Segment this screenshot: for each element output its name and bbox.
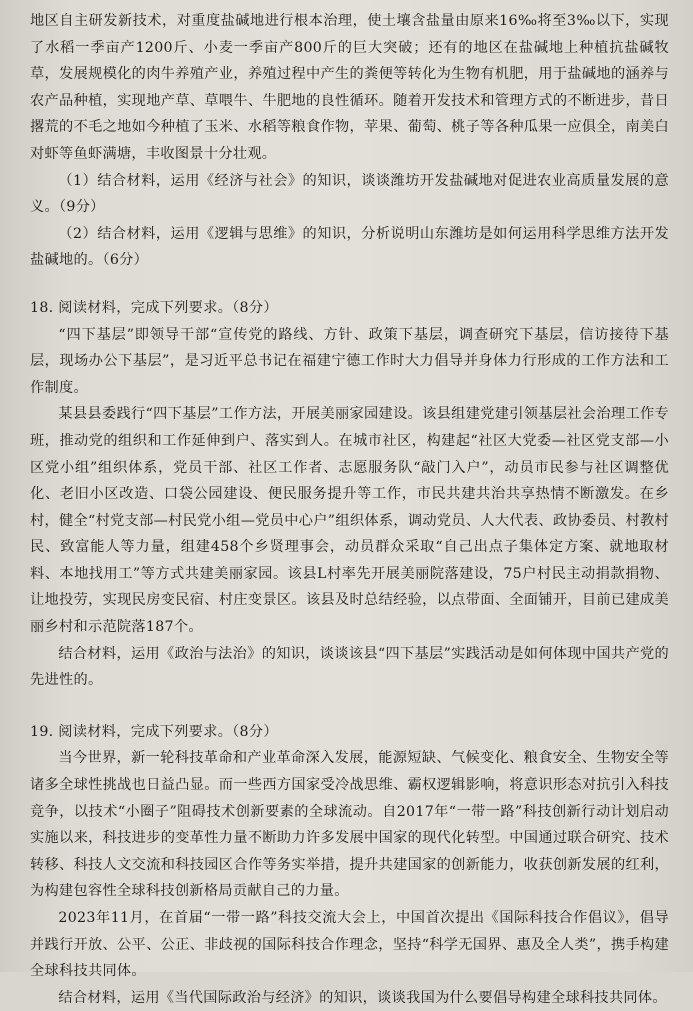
q19-heading: 19. 阅读材料，完成下列要求。（8分） (30, 723, 278, 740)
section-gap (30, 274, 669, 295)
q18-material-para-2: 某县县委践行“四下基层”工作方法，开展美丽家园建设。该县组建党建引领基层社会治理工作专班，推动党的组织和工作延伸到户、落实到人。在城市社区，构建起“社区大党委—社区党支部—小区党小组”组织体系，党员干部、社区工作者、志愿服务队“敲门入户”，动员市民参与社区调整优化、老旧小区改造、口袋公园建设、便民服务提升等工作，市民共建共治共享热情不断激发。在乡村，健全“村党支部—村民党小组—党员中心户”组织体系，调动党员、人大代表、政协委员、村教村民、致富能人等力量，组建458个乡贤理事会，动员群众采取“自己出点子集体定方案、就地取材料、本地找用工”等方式共建美丽家园。该县L村率先开展美丽院落建设，75户村民主动捐款捐物、让地投劳，实现民房变民宿、村庄变景区。该县及时总结经验，以点带面、全面铺开，目前已建成美丽乡村和示范院落187个。 (30, 406, 669, 636)
question-17-section (30, 8, 669, 274)
q19-material-para-1: 当今世界，新一轮科技革命和产业革命深入发展，能源短缺、气候变化、粮食安全、生物安全等诸多全球性挑战也日益凸显。而一些西方国家受冷战思维、霸权逻辑影响，将意识形态对抗引入科技竞争，以技术“小圈子”阻碍技术创新要素的全球流动。自2017年“一带一路”科技创新行动计划启动实施以来，科技进步的变革性力量不断助力许多发展中国家的现代化转型。中国通过联合研究、技术转移、科技人文交流和科技园区合作等务实举措，提升共建国家的创新能力，收获创新发展的红利，为构建包容性全球科技创新格局贡献自己的力量。 (30, 750, 669, 900)
q17-task-1: （1）结合材料，运用《经济与社会》的知识，谈谈潍坊开发盐碱地对促进农业高质量发展的意义。（9分） (30, 172, 669, 216)
q19-material-para-2: 2023年11月，在首届“一带一路”科技交流大会上，中国首次提出《国际科技合作倡议》，倡导并践行开放、公平、公正、非歧视的国际科技合作理念，坚持“科学无国界、惠及全人类”，携手构建全球科技共同体。 (30, 910, 669, 980)
question-19-section (30, 719, 669, 1011)
question-18-section (30, 295, 669, 694)
q18-material-para-1: “四下基层”即领导干部“宣传党的路线、方针、政策下基层，调查研究下基层，信访接待下基层，现场办公下基层”，是习近平总书记在福建宁德工作时大力倡导并身体力行形成的工作方法和工作制度。 (30, 326, 669, 396)
q18-task: 结合材料，运用《政治与法治》的知识，谈谈该县“四下基层”实践活动是如何体现中国共产党的先进性的。 (30, 645, 669, 689)
q17-task-2: （2）结合材料，运用《逻辑与思维》的知识，分析说明山东潍坊是如何运用科学思维方法开发盐碱地的。（6分） (30, 225, 669, 269)
q19-task: 结合材料，运用《当代国际政治与经济》的知识，谈谈我国为什么要倡导构建全球科技共同体。 (58, 989, 667, 1006)
q18-heading: 18. 阅读材料，完成下列要求。（8分） (30, 299, 278, 316)
q17-material-tail: 地区自主研发新技术，对重度盐碱地进行根本治理，使土壤含盐量由原来16‰将至3‰以下，实现了水稻一季亩产1200斤、小麦一季亩产800斤的巨大突破；还有的地区在盐碱地上种植抗盐碱牧草，发展规模化的肉牛养殖产业，养殖过程中产生的粪便等转化为生物有机肥，用于盐碱地的涵养与农产品种植，实现地产草、草喂牛、牛肥地的良性循环。随着开发技术和管理方式的不断进步，昔日撂荒的不毛之地如今种植了玉米、水稻等粮食作物，苹果、葡萄、桃子等各种瓜果一应俱全，南美白对虾等鱼虾满塘，丰收图景十分壮观。 (30, 13, 669, 162)
section-gap (30, 694, 669, 719)
